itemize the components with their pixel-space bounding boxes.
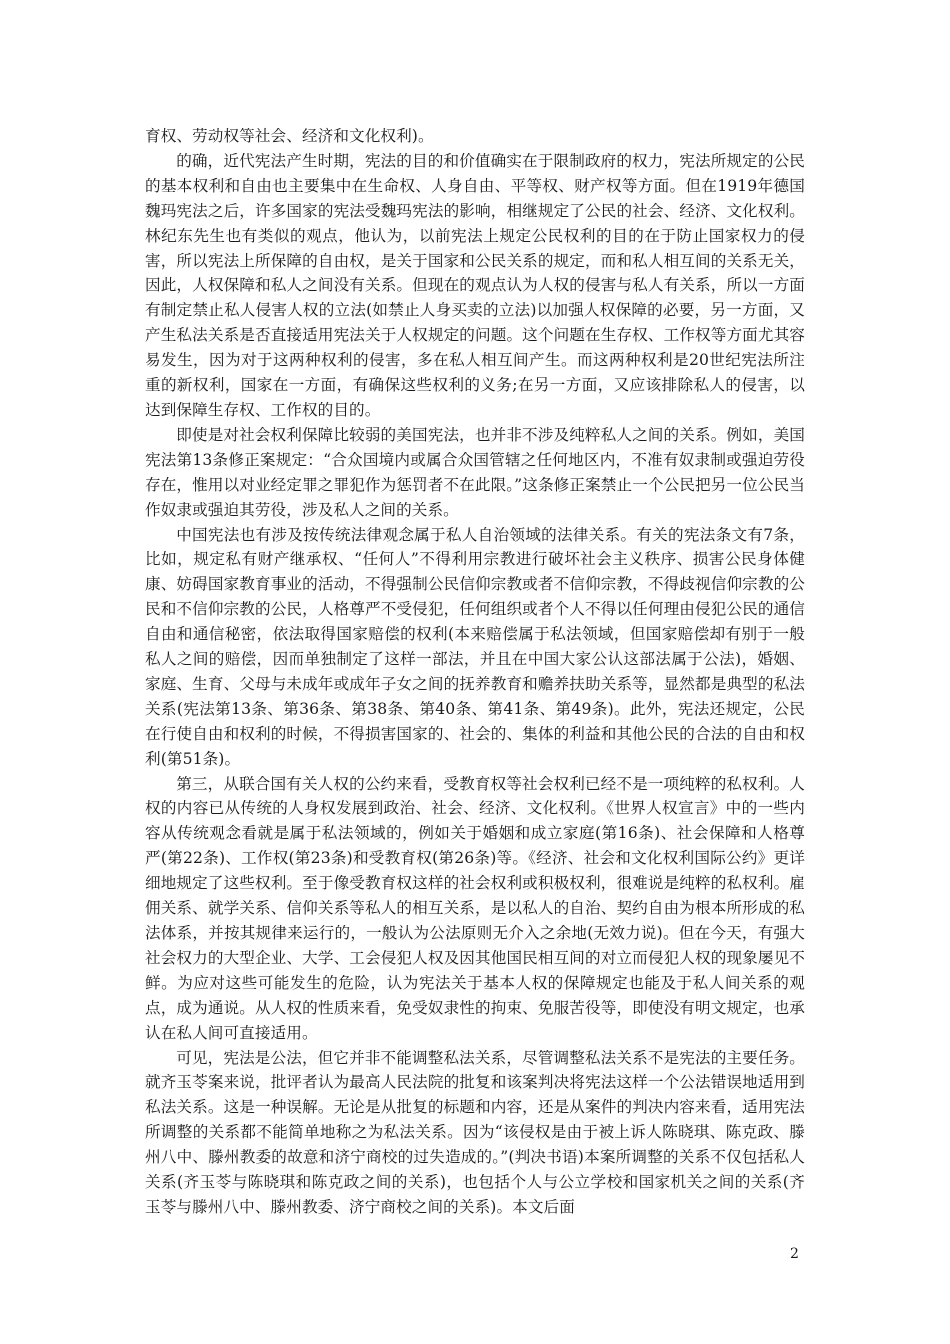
paragraph-us-constitution: 即使是对社会权利保障比较弱的美国宪法，也并非不涉及纯粹私人之间的关系。例如，美国宪法第13条修正案规定：“合众国境内或属合众国管辖之任何地区内，不准有奴隶制或强迫劳役存在，惟用以对业经定罪之罪犯作为惩罚者不在此限。”这条修正案禁止一个公民把另一位公民当作奴隶或强迫其劳役，涉及私人之间的关系。 <box>145 425 805 519</box>
paragraph-chinese-constitution: 中国宪法也有涉及按传统法律观念属于私人自治领域的法律关系。有关的宪法条文有7条，比如，规定私有财产继承权、“任何人”不得利用宗教进行破坏社会主义秩序、损害公民身体健康、妨碍国家教育事业的活动，不得强制公民信仰宗教或者不信仰宗教，不得歧视信仰宗教的公民和不信仰宗教的公民，人格尊严不受侵犯，任何组织或者个人不得以任何理由侵犯公民的通信自由和通信秘密，依法取得国家赔偿的权利(本来赔偿属于私法领域，但国家赔偿却有别于一般私人之间的赔偿，因而单独制定了这样一部法，并且在中国大家公认这部法属于公法)，婚姻、家庭、生育、父母与未成年或成年子女之间的抚养教育和赡养扶助关系等，显然都是典型的私法关系(宪法第13条、第36条、第38条、第40条、第41条、第49条)。此外，宪法还规定，公民在行使自由和权利的时候，不得损害国家的、社会的、集体的利益和其他公民的合法的自由和权利(第51条)。 <box>145 525 805 768</box>
page-number: 2 <box>790 1246 799 1262</box>
paragraph-un-conventions: 第三，从联合国有关人权的公约来看，受教育权等社会权利已经不是一项纯粹的私权利。人权的内容已从传统的人身权发展到政治、社会、经济、文化权利。《世界人权宣言》中的一些内容从传统观念看就是属于私法领域的，例如关于婚姻和成立家庭(第16条)、社会保障和人格尊严(第22条)、工作权(第23条)和受教育权(第26条)等。《经济、社会和文化权利国际公约》更详细地规定了这些权利。至于像受教育权这样的社会权利或积极权利，很难说是纯粹的私权利。雇佣关系、就学关系、信仰关系等私人的相互关系，是以私人的自治、契约自由为根本所形成的私法体系，并按其规律来运行的，一般认为公法原则无介入之余地(无效力说)。但在今天，有强大社会权力的大型企业、大学、工会侵犯人权及因其他国民相互间的对立而侵犯人权的现象屡见不鲜。为应对这些可能发生的危险，认为宪法关于基本人权的保障规定也能及于私人间关系的观点，成为通说。从人权的性质来看，免受奴隶性的拘束、免服苦役等，即使没有明文规定，也承认在私人间可直接适用。 <box>145 774 805 1042</box>
paragraph-conclusion: 可见，宪法是公法，但它并非不能调整私法关系，尽管调整私法关系不是宪法的主要任务。就齐玉苓案来说，批评者认为最高人民法院的批复和该案判决将宪法这样一个公法错误地适用到私法关系。这是一种误解。无论是从批复的标题和内容，还是从案件的判决内容来看，适用宪法所调整的关系都不能简单地称之为私法关系。因为“该侵权是由于被上诉人陈晓琪、陈克政、滕州八中、滕州教委的故意和济宁商校的过失造成的。”(判决书语)本案所调整的关系不仅包括私人关系(齐玉苓与陈晓琪和陈克政之间的关系)，也包括个人与公立学校和国家机关之间的关系(齐玉苓与滕州八中、滕州教委、济宁商校之间的关系)。本文后面 <box>145 1048 805 1216</box>
document-body <box>145 124 805 1220</box>
paragraph-modern-constitution: 的确，近代宪法产生时期，宪法的目的和价值确实在于限制政府的权力，宪法所规定的公民的基本权利和自由也主要集中在生命权、人身自由、平等权、财产权等方面。但在1919年德国魏玛宪法之后，许多国家的宪法受魏玛宪法的影响，相继规定了公民的社会、经济、文化权利。林纪东先生也有类似的观点，他认为，以前宪法上规定公民权利的目的在于防止国家权力的侵害，所以宪法上所保障的自由权，是关于国家和公民关系的规定，而和私人相互间的关系无关，因此，人权保障和私人之间没有关系。但现在的观点认为人权的侵害与私人有关系，所以一方面有制定禁止私人侵害人权的立法(如禁止人身买卖的立法)以加强人权保障的必要，另一方面，又产生私法关系是否直接适用宪法关于人权规定的问题。这个问题在生存权、工作权等方面尤其容易发生，因为对于这两种权利的侵害，多在私人相互间产生。而这两种权利是20世纪宪法所注重的新权利，国家在一方面，有确保这些权利的义务;在另一方面，又应该排除私人的侵害，以达到保障生存权、工作权的目的。 <box>145 151 805 419</box>
paragraph-continuation: 育权、劳动权等社会、经济和文化权利)。 <box>145 127 434 145</box>
